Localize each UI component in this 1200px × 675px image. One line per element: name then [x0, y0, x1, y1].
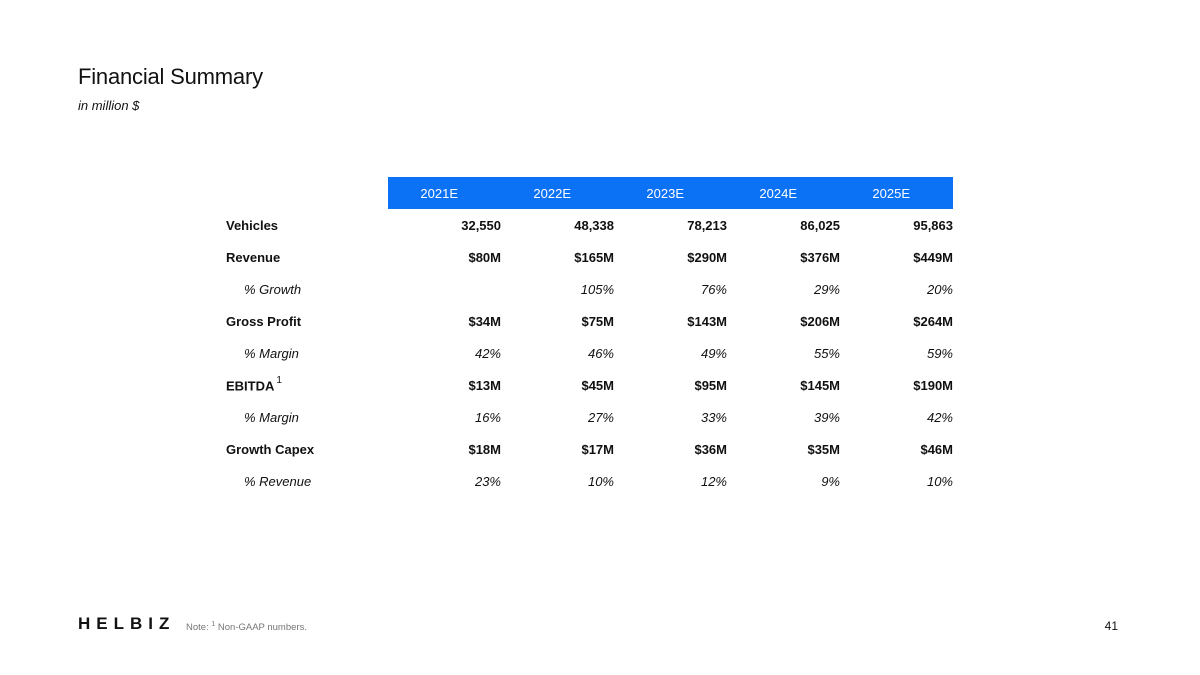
cell: 86,025	[800, 217, 840, 233]
cell: $143M	[687, 313, 727, 329]
table-row	[226, 337, 953, 369]
cell: $264M	[913, 313, 953, 329]
table-row	[226, 209, 953, 241]
cell: 46%	[587, 345, 614, 361]
cell: 16%	[474, 409, 501, 425]
cell: $34M	[468, 313, 501, 329]
cell: $17M	[581, 441, 614, 457]
cell: 49%	[700, 345, 727, 361]
cell: 48,338	[574, 217, 614, 233]
cell: $449M	[913, 249, 953, 265]
cell: 42%	[474, 345, 501, 361]
cell: 76%	[700, 281, 727, 297]
cell: 78,213	[687, 217, 727, 233]
footnote-prefix: Note:	[186, 622, 209, 634]
table-row	[226, 305, 953, 337]
cell: 59%	[926, 345, 953, 361]
row-label-ebitda	[226, 369, 388, 401]
footnote-marker: 1	[276, 374, 282, 386]
cell: 33%	[700, 409, 727, 425]
column-header: 2021E	[388, 177, 501, 209]
column-header: 2023E	[614, 177, 727, 209]
row-label: % Margin	[244, 345, 299, 361]
cell: $190M	[913, 377, 953, 393]
company-logo: HELBIZ	[78, 614, 176, 633]
footnote-marker: 1	[211, 621, 216, 628]
table-row	[226, 465, 953, 497]
cell: 105%	[580, 281, 614, 297]
table-row	[226, 369, 953, 401]
financial-table	[226, 177, 953, 497]
page-title: Financial Summary	[78, 64, 263, 89]
page-number: 41	[1104, 619, 1118, 633]
cell: 27%	[587, 409, 614, 425]
table-row	[226, 401, 953, 433]
cell: 10%	[587, 473, 614, 489]
footnote-text: Non-GAAP numbers.	[217, 622, 307, 634]
header-blank	[226, 177, 388, 209]
cell: $36M	[694, 441, 727, 457]
column-header: 2024E	[727, 177, 840, 209]
cell: 12%	[700, 473, 727, 489]
row-label: EBITDA	[226, 378, 275, 394]
cell: 29%	[813, 281, 840, 297]
cell: $95M	[694, 377, 727, 393]
row-label: % Margin	[244, 409, 299, 425]
cell: 39%	[813, 409, 840, 425]
cell: $18M	[468, 441, 501, 457]
row-label: Vehicles	[226, 217, 279, 233]
cell: 95,863	[913, 217, 953, 233]
cell: $46M	[920, 441, 953, 457]
cell: 20%	[926, 281, 953, 297]
cell: 10%	[926, 473, 953, 489]
row-label: % Growth	[244, 281, 302, 297]
cell: $165M	[574, 249, 614, 265]
cell: $80M	[468, 249, 501, 265]
cell: $290M	[687, 249, 727, 265]
table-row	[226, 273, 953, 305]
cell: $75M	[581, 313, 614, 329]
column-header: 2022E	[501, 177, 614, 209]
cell: 23%	[474, 473, 501, 489]
cell	[388, 273, 501, 305]
row-label: Revenue	[226, 249, 281, 265]
cell: 42%	[926, 409, 953, 425]
header-row	[226, 177, 953, 209]
cell: $35M	[807, 441, 840, 457]
cell: $206M	[800, 313, 840, 329]
row-label: % Revenue	[244, 473, 312, 489]
row-label: Gross Profit	[226, 313, 302, 329]
row-label: Growth Capex	[226, 441, 315, 457]
cell: 55%	[813, 345, 840, 361]
footnote	[186, 621, 307, 633]
page-subtitle: in million $	[78, 98, 140, 113]
table-row	[226, 241, 953, 273]
cell: 32,550	[461, 217, 501, 233]
column-header: 2025E	[840, 177, 953, 209]
cell: $376M	[800, 249, 840, 265]
cell: $45M	[581, 377, 614, 393]
cell: $145M	[800, 377, 840, 393]
cell: 9%	[821, 473, 840, 489]
table-row	[226, 433, 953, 465]
cell: $13M	[468, 377, 501, 393]
